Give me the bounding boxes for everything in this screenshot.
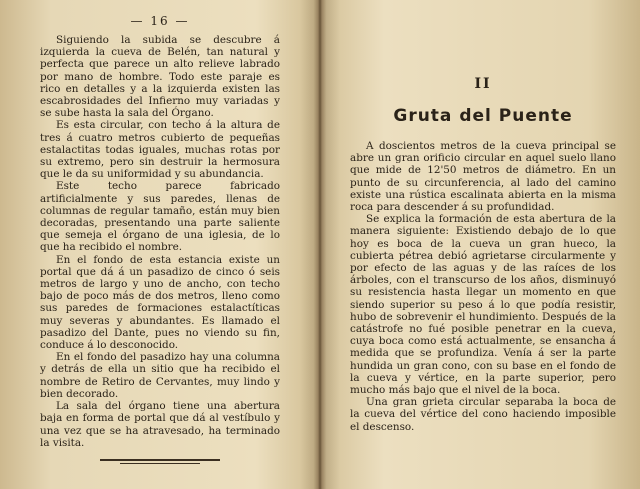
- paragraph: En el fondo de esta estancia existe un portal que dá á un pasadizo de cinco ó seis metros de largo y uno de ancho, con techo bajo de poco más de dos metros, lleno como sus paredes de formaciones estalactíticas muy severas y abundantes. Es llamado el pasadizo del Dante, pues no viendo su fin, conduce á lo desconocido.: [40, 253, 280, 352]
- paragraph: Es esta circular, con techo á la altura de tres á cuatro metros cubierto de pequeñas estalactitas todas iguales, muchas rotas por su extremo, pero sin destruir la hermosura que le da su uniformidad y su abundancia.: [40, 119, 280, 181]
- chapter-title: Gruta del Puente: [393, 106, 573, 126]
- section-divider: [100, 459, 220, 461]
- right-page: [322, 0, 640, 489]
- paragraph: La sala del órgano tiene una abertura baja en forma de portal que dá al vestíbulo y una vez que se ha atravesado, ha terminado la visita.: [40, 400, 280, 449]
- paragraph: A doscientos metros de la cueva principal se abre un gran orificio circular en aquel suelo llano que mide de 12'50 metros de diámetro. En un punto de su circunferencia, al lado del camino existe una rústica escalinata abierta en la misma roca para descender á su profundidad.: [350, 140, 616, 214]
- page-number: — 16 —: [130, 14, 190, 28]
- paragraph: Se explica la formación de esta abertura de la manera siguiente: Existiendo debajo de lo que hoy es boca de la cueva un gran hueco, la cubierta pétrea debió agrietarse circularmente y por efecto de las aguas y de las raíces de los árboles, con el transcurso de los años, disminuyó su resistencia hasta llegar un momento en que siendo superior su peso á lo que podía resistir, hubo de sobrevenir el hundimiento. Después de la catástrofe no fué posible penetrar en la cueva, cuya boca como está actualmente, se ensancha á medida que se profundiza. Venía á ser la parte hundida un gran cono, con su base en el fondo de la cueva y vértice, en la parte superior, pero mucho más bajo que el nivel de la boca.: [350, 213, 616, 397]
- left-page: [0, 0, 318, 489]
- chapter-number: II: [474, 76, 492, 92]
- paragraph: En el fondo del pasadizo hay una columna y detrás de ella un sitio que ha recibido el nombre de Retiro de Cervantes, muy lindo y bien decorado.: [40, 351, 280, 400]
- paragraph: Siguiendo la subida se descubre á izquierda la cueva de Belén, tan natural y perfecta que parece un alto relieve labrado por mano de hombre. Todo este paraje es rico en detalles y a la izquierda existen las escabrosidades del Infierno muy variadas y se sube hasta la sala del Órgano.: [40, 34, 280, 120]
- paragraph: Una gran grieta circular separaba la boca de la cueva del vértice del cono haciendo imposible el descenso.: [350, 396, 616, 433]
- paragraph: Este techo parece fabricado artificialmente y sus paredes, llenas de columnas de regular tamaño, están muy bien decoradas, presentando una parte saliente que semeja el órgano de una iglesia, de lo que ha recibido el nombre.: [40, 180, 280, 254]
